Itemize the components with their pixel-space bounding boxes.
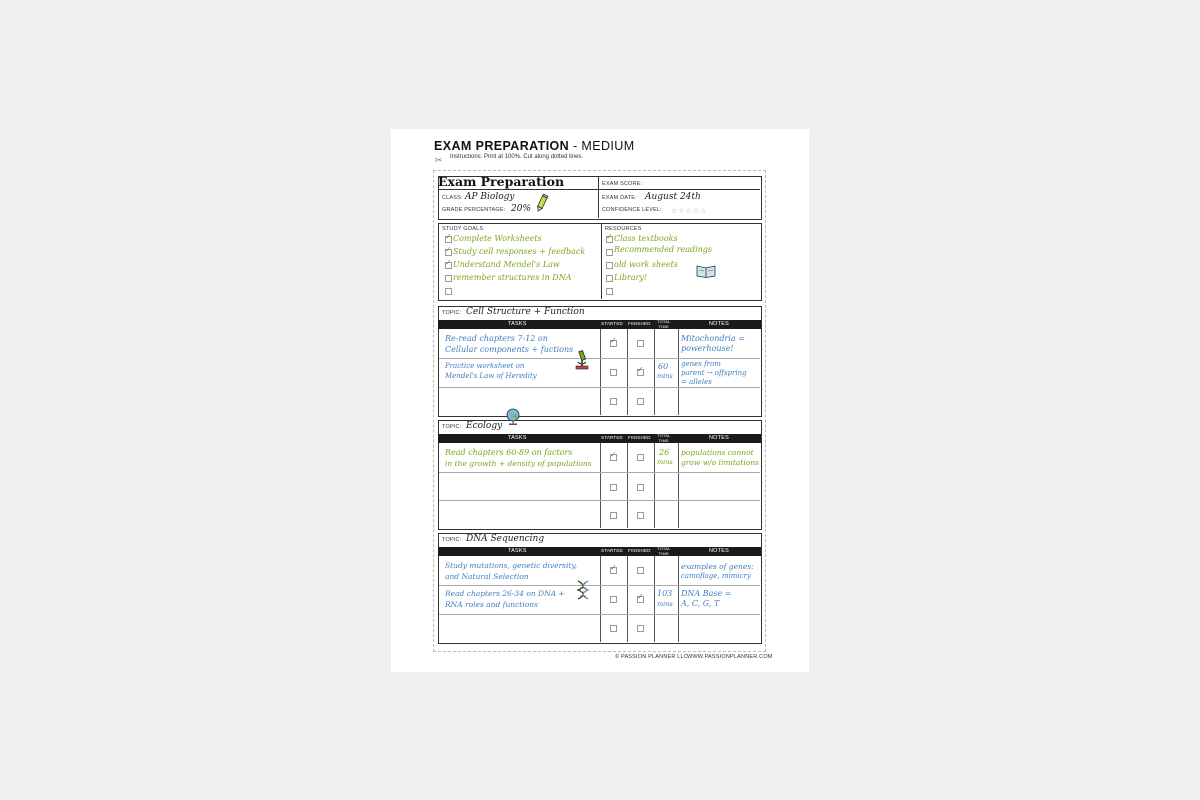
exam-score-label: EXAM SCORE: [602, 181, 643, 187]
note-text: genes from [681, 360, 721, 368]
col-divider [600, 443, 601, 528]
grade-percentage-label: GRADE PERCENTAGE: [442, 207, 506, 213]
started-checkbox[interactable] [610, 512, 617, 519]
total-time-unit: mins [657, 600, 673, 608]
microscope-icon [574, 350, 590, 370]
total-time: 60 [658, 362, 669, 371]
topic-label: TOPIC: [442, 310, 462, 316]
started-checkbox[interactable] [610, 625, 617, 632]
finished-check-mark: ✓ [637, 365, 644, 374]
goal-check-mark: ✓ [445, 258, 452, 267]
topic-label: TOPIC: [442, 537, 462, 543]
table-header [438, 434, 761, 443]
total-time-unit: mins [657, 372, 673, 380]
started-header: STARTED [601, 548, 623, 553]
col-divider [627, 329, 628, 415]
started-check-mark: ✓ [610, 563, 617, 572]
task-text: in the growth + density of populations [445, 459, 592, 468]
started-check-mark: ✓ [610, 450, 617, 459]
row-divider [439, 585, 760, 586]
note-text: = alleles [681, 378, 712, 386]
instructions: Instructions: Print at 100%. Cut along dotted lines. [450, 154, 584, 160]
resource-checkbox[interactable] [606, 262, 613, 269]
topic-name[interactable]: Cell Structure + Function [466, 307, 585, 317]
finished-checkbox[interactable] [637, 454, 644, 461]
tasks-header: TASKS [508, 435, 527, 441]
finished-checkbox[interactable] [637, 625, 644, 632]
goal-checkbox[interactable] [445, 275, 452, 282]
study-goal: Study cell responses + feedback [453, 247, 586, 256]
resource-item: Recommended readings [614, 245, 713, 254]
tasks-header: TASKS [508, 548, 527, 554]
started-header: STARTED [601, 435, 623, 440]
resource-item: Class textbooks [614, 234, 678, 243]
row-divider [439, 472, 760, 473]
globe-icon [505, 408, 521, 425]
notes-header: NOTES [709, 435, 729, 441]
task-text: Practice worksheet on [445, 362, 525, 370]
note-text: powerhouse! [681, 344, 734, 353]
note-text: DNA Base = [681, 589, 732, 598]
exam-prep-heading: Exam Preparation [438, 174, 565, 189]
class-label: CLASS: [442, 195, 463, 201]
grade-percentage-value[interactable]: 20% [511, 204, 532, 214]
footer-copyright: © PASSION PLANNER LLC [615, 654, 688, 660]
pencil-icon [535, 194, 549, 214]
notes-header: NOTES [709, 548, 729, 554]
task-text: Cellular components + fuctions [445, 345, 574, 354]
row-divider [439, 358, 760, 359]
col-divider [654, 556, 655, 642]
note-text: camoflage, mimicry [681, 572, 751, 580]
table-header [438, 320, 761, 329]
resource-check-mark: ✓ [606, 232, 613, 241]
task-text: Study mutations, genetic diversity, [445, 561, 578, 570]
task-text: Read chapters 60-89 on factors [445, 448, 573, 457]
goal-check-mark: ✓ [445, 232, 452, 241]
col-divider [627, 556, 628, 642]
row-divider [439, 614, 760, 615]
row-divider [439, 387, 760, 388]
exam-info-title-divider [438, 189, 598, 190]
col-divider [678, 329, 679, 415]
finished-checkbox[interactable] [637, 340, 644, 347]
finished-header: FINISHED [628, 321, 651, 326]
finished-header: FINISHED [628, 548, 651, 553]
col-divider [654, 443, 655, 528]
finished-checkbox[interactable] [637, 484, 644, 491]
col-divider [627, 443, 628, 528]
tasks-header: TASKS [508, 321, 527, 327]
started-header: STARTED [601, 321, 623, 326]
task-text: Read chapters 26-34 on DNA + [445, 589, 565, 598]
confidence-stars[interactable]: ☆☆☆☆☆ [671, 208, 708, 215]
exam-date-label: EXAM DATE: [602, 195, 637, 201]
col-divider [654, 329, 655, 415]
col-divider [678, 556, 679, 642]
finished-checkbox[interactable] [637, 398, 644, 405]
study-goals-label: STUDY GOALS [442, 226, 484, 232]
task-text: and Natural Selection [445, 572, 529, 581]
note-text: examples of genes: [681, 562, 754, 571]
col-divider [600, 329, 601, 415]
col-divider [678, 443, 679, 528]
table-header [438, 547, 761, 556]
scissors-icon: ✂ [435, 155, 443, 165]
finished-check-mark: ✓ [637, 592, 644, 601]
notes-header: NOTES [709, 321, 729, 327]
dna-icon [575, 580, 591, 600]
task-text: RNA roles and functions [445, 600, 538, 609]
note-text: grow w/o limitations [681, 458, 759, 467]
exam-sheet [391, 129, 809, 672]
study-goal: Understand Mendel's Law [453, 260, 560, 269]
started-checkbox[interactable] [610, 369, 617, 376]
started-checkbox[interactable] [610, 596, 617, 603]
note-text: A, C, G, T [681, 599, 720, 608]
resource-checkbox[interactable] [606, 275, 613, 282]
note-text: populations cannot [681, 448, 754, 457]
resource-item: old work sheets [614, 260, 678, 269]
total-time-header: TOTAL TIME [657, 546, 671, 556]
topic-name[interactable]: Ecology [466, 421, 503, 431]
finished-checkbox[interactable] [637, 567, 644, 574]
resources-label: RESOURCES [605, 226, 642, 232]
total-time-header: TOTAL TIME [657, 433, 671, 443]
study-goal: remember structures in DNA [453, 273, 572, 282]
goal-check-mark: ✓ [445, 245, 452, 254]
started-checkbox[interactable] [610, 484, 617, 491]
total-time: 103 [657, 589, 673, 598]
note-text: parent → offspring [681, 369, 747, 377]
task-text: Re-read chapters 7-12 on [445, 334, 548, 343]
col-divider [600, 556, 601, 642]
resource-checkbox[interactable] [606, 288, 613, 295]
topic-name[interactable]: DNA Sequencing [466, 534, 545, 544]
started-checkbox[interactable] [610, 398, 617, 405]
goal-checkbox[interactable] [445, 288, 452, 295]
total-time: 26 [659, 448, 670, 457]
exam-info-col-divider [598, 176, 599, 218]
confidence-level-label: CONFIDENCE LEVEL: [602, 207, 662, 213]
exam-score-divider [598, 189, 760, 190]
goals-col-divider [601, 223, 602, 299]
task-text: Mendel's Law of Heredity [445, 372, 537, 380]
note-text: Mitochondria = [681, 334, 745, 343]
finished-checkbox[interactable] [637, 512, 644, 519]
study-goal: Complete Worksheets [453, 234, 542, 243]
topic-label: TOPIC: [442, 424, 462, 430]
total-time-header: TOTAL TIME [657, 319, 671, 329]
footer-website[interactable]: WWW.PASSIONPLANNER.COM [687, 654, 773, 660]
exam-date-value[interactable]: August 24th [645, 192, 701, 202]
class-value[interactable]: AP Biology [465, 192, 515, 202]
book-icon [696, 264, 716, 278]
finished-header: FINISHED [628, 435, 651, 440]
resource-item: Library! [614, 273, 648, 282]
total-time-unit: mins [657, 458, 673, 466]
resource-checkbox[interactable] [606, 249, 613, 256]
started-check-mark: ✓ [610, 336, 617, 345]
sheet-title: EXAM PREPARATION - MEDIUM [434, 139, 635, 153]
row-divider [439, 500, 760, 501]
